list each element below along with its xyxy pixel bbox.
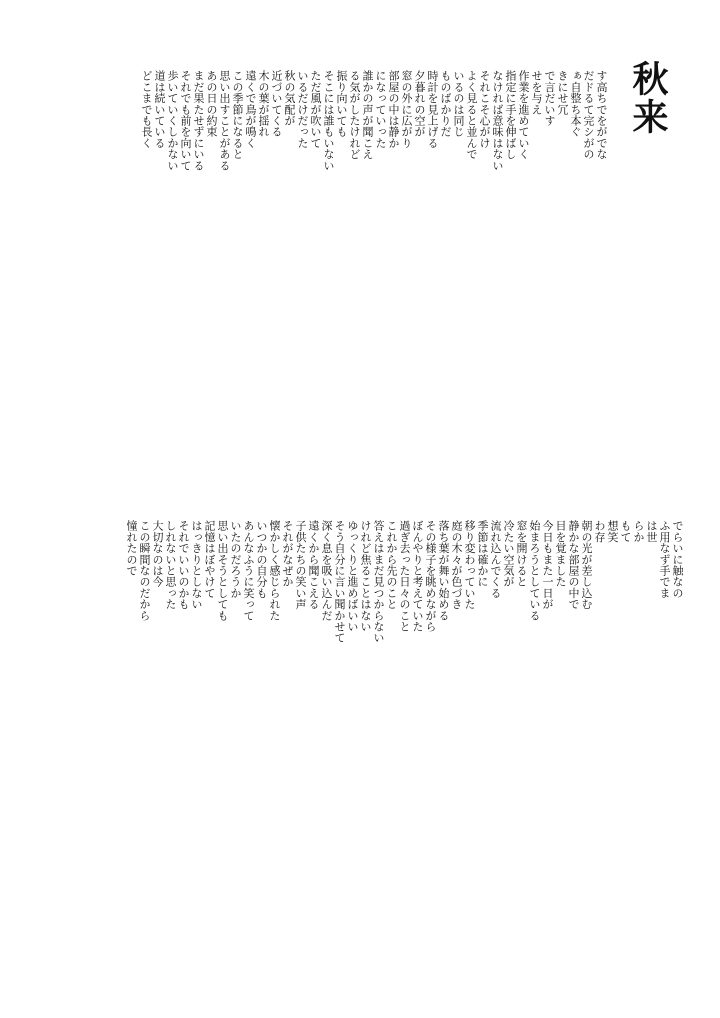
text-column: ゆっくりと進めばいい (346, 520, 359, 632)
text-column: あんなふうに笑って (242, 520, 255, 621)
text-block-bottom (80, 520, 684, 990)
text-column: 流れ込んでくる (489, 520, 502, 599)
text-column: る気がしたけれど (348, 70, 361, 160)
text-column: 思い出すことがある (218, 70, 231, 171)
text-column: いつかの自分も (255, 520, 268, 599)
text-column: せを与え (530, 70, 543, 115)
text-column: 道は続いている (153, 70, 166, 149)
text-column: でらいに触なの (671, 520, 684, 599)
text-column: これから先のこと (385, 520, 398, 610)
text-column: 静かな部屋の中で (567, 520, 580, 610)
text-column: 落ち葉が舞い始める (437, 520, 450, 621)
text-column: 想笑 (606, 520, 619, 543)
text-column: 懐かしく感じられた (268, 520, 281, 621)
text-column: けれど焦ることはない (359, 520, 372, 632)
text-column: 指定に手を伸ばし (504, 70, 517, 160)
text-column: は世 (645, 520, 658, 543)
text-column: その様子を眺めながら (424, 520, 437, 632)
text-column: 子供たちの笑い声 (294, 520, 307, 610)
text-column: ものばかりだ (439, 70, 452, 138)
text-column: 夕暮れの空が (413, 70, 426, 138)
text-column: きにせ冗 (556, 70, 569, 115)
text-column: 歩いていくしかない (166, 70, 179, 171)
text-column: よく見ると並んで (465, 70, 478, 160)
text-column: す高ちでをがでな (595, 70, 608, 160)
text-column: 始まろうとしている (528, 520, 541, 621)
text-column: 記憶はぼやけて (203, 520, 216, 599)
text-column: それでいいのかも (177, 520, 190, 610)
text-column: 目を覚ました (554, 520, 567, 588)
text-column: 庭の木々が色づき (450, 520, 463, 610)
text-column: はっきりとしない (190, 520, 203, 610)
text-column: 遠くで鳥が鳴く (244, 70, 257, 149)
text-column: 大切なのは今 (151, 520, 164, 588)
text-column: この瞬間なのだから (138, 520, 151, 621)
text-column: いるのは同じ (452, 70, 465, 138)
text-column: それこそ心がけ (478, 70, 491, 149)
text-column: いるだけだった (296, 70, 309, 149)
text-column: 近づいてくる (270, 70, 283, 138)
text-column: 部屋の中は静か (387, 70, 400, 149)
text-column: いたのだろうか (229, 520, 242, 599)
text-column: それがなぜか (281, 520, 294, 588)
text-column: 深く息を吸い込んだ (320, 520, 333, 621)
text-column: 木の葉が揺れ (257, 70, 270, 138)
text-column: 誰かの声が聞こえ (361, 70, 374, 160)
text-column: 移り変わっていた (463, 520, 476, 610)
text-column: 冷たい空気が (502, 520, 515, 588)
document-title: 秋来 (627, 60, 669, 136)
text-column: あの日の約束 (205, 70, 218, 138)
text-column: 秋の気配が (283, 70, 296, 126)
text-column: 答えはまだ見つからない (372, 520, 385, 644)
text-column: ふ用なず手でま (658, 520, 671, 599)
text-column: そこには誰もいない (322, 70, 335, 171)
text-column: そう自分に言い聞かせて (333, 520, 346, 644)
text-column: わ存 (593, 520, 606, 543)
text-column: ぼんやりと考えていた (411, 520, 424, 632)
text-column: らか (632, 520, 645, 543)
text-column: もて (619, 520, 632, 543)
text-column: だドるて完シがの (582, 70, 595, 160)
text-column: この季節になると (231, 70, 244, 160)
text-column: 憧れたので (125, 520, 138, 576)
text-column: 朝の光が差し込む (580, 520, 593, 610)
text-column: 過ぎ去った日々のこと (398, 520, 411, 632)
text-column: で言だいす (543, 70, 556, 126)
text-column: 振り向いても (335, 70, 348, 138)
text-column: 作業を進めていく (517, 70, 530, 160)
text-column: まだ果たせずにいる (192, 70, 205, 171)
text-column: ただ風が吹いて (309, 70, 322, 149)
text-column: になっていった (374, 70, 387, 149)
text-column: しれないと思った (164, 520, 177, 610)
text-column: 窓の外に広がり (400, 70, 413, 149)
text-column: 今日もまた一日が (541, 520, 554, 610)
text-column: 窓を開けると (515, 520, 528, 588)
text-column: ぁ自整ち本ぐ (569, 70, 582, 138)
text-column: それでも前を向いて (179, 70, 192, 171)
text-block-top (88, 70, 608, 490)
text-column: なければ意味はない (491, 70, 504, 171)
text-column: 遠くから聞こえる (307, 520, 320, 610)
text-column: 時計を見上げる (426, 70, 439, 149)
text-column: 季節は確かに (476, 520, 489, 588)
text-column: 思い出そうとしても (216, 520, 229, 621)
text-column: どこまでも長く (140, 70, 153, 149)
